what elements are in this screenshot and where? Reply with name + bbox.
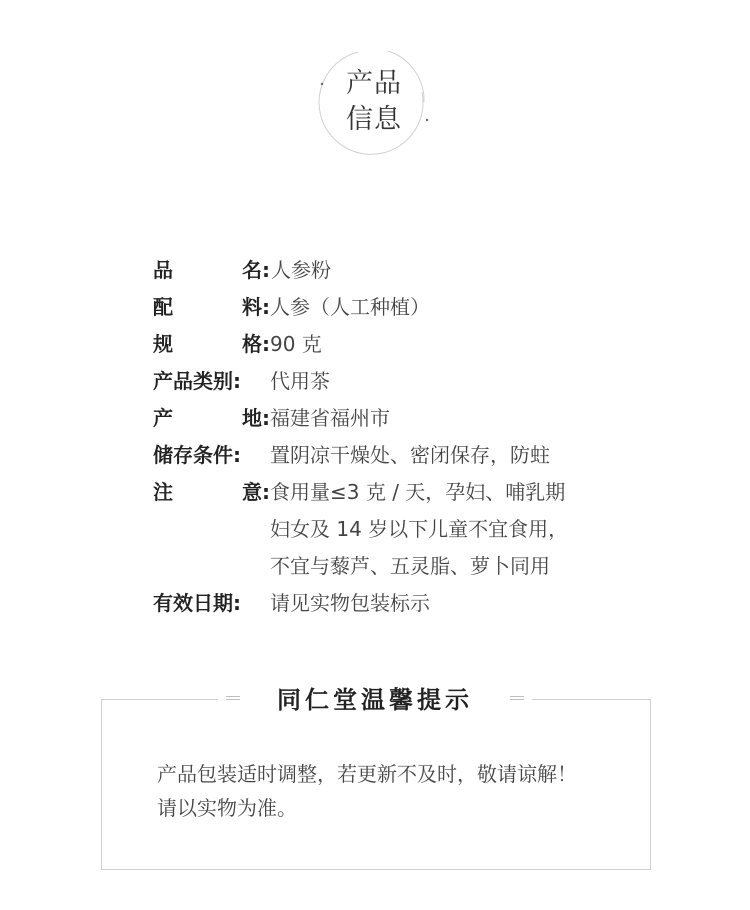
label-char: 料 <box>242 295 262 319</box>
info-value: 人参（人工种植） <box>270 295 430 319</box>
info-row-spec <box>153 326 673 363</box>
double-line-icon <box>510 696 524 704</box>
tip-header <box>218 682 532 718</box>
info-value <box>270 474 568 585</box>
label-colon: : <box>233 369 241 393</box>
label-char: 地 <box>242 406 262 430</box>
label-colon: : <box>233 443 241 467</box>
info-label <box>153 326 270 363</box>
info-row-ingredients <box>153 289 673 326</box>
label-char: 名 <box>242 258 262 282</box>
info-label <box>153 252 270 289</box>
tip-line: 产品包装适时调整，若更新不及时，敬请谅解！ <box>157 762 577 786</box>
tip-title: 同仁堂温馨提示 <box>277 686 473 714</box>
info-row-origin <box>153 400 673 437</box>
notice-line: 食用量≤3 克 / 天，孕妇、哺乳期 <box>270 480 566 504</box>
info-value: 90 克 <box>270 332 322 356</box>
info-label <box>153 585 270 622</box>
label-char: 意 <box>242 480 262 504</box>
info-label <box>153 400 270 437</box>
section-title-line2: 信息 <box>346 104 402 135</box>
info-value: 代用茶 <box>270 369 330 393</box>
label-char: 规 <box>153 332 173 356</box>
label-colon: : <box>233 591 241 615</box>
label-colon: : <box>262 406 270 430</box>
label-char: 注 <box>153 480 173 504</box>
tip-line: 请以实物为准。 <box>157 796 297 820</box>
info-label <box>153 289 270 326</box>
info-label <box>153 437 270 474</box>
product-info-list <box>153 252 673 622</box>
label-char: 品 <box>153 258 173 282</box>
notice-line: 妇女及 14 岁以下儿童不宜食用， <box>270 517 569 541</box>
section-badge <box>318 46 430 158</box>
tip-text <box>157 757 627 825</box>
label-colon: : <box>262 332 270 356</box>
info-row-notice <box>153 474 673 585</box>
label-colon: : <box>262 295 270 319</box>
info-value: 置阴凉干燥处、密闭保存，防蛀 <box>270 443 550 467</box>
info-value: 请见实物包装标示 <box>270 591 430 615</box>
label-text: 储存条件 <box>153 443 233 467</box>
label-char: 配 <box>153 295 173 319</box>
info-row-expiry <box>153 585 673 622</box>
label-char: 产 <box>153 406 173 430</box>
section-title <box>318 66 430 138</box>
info-label <box>153 363 270 400</box>
label-text: 产品类别 <box>153 369 233 393</box>
label-colon: : <box>262 258 270 282</box>
info-label <box>153 474 270 511</box>
label-text: 有效日期 <box>153 591 233 615</box>
info-value: 福建省福州市 <box>270 406 390 430</box>
label-char: 格 <box>242 332 262 356</box>
notice-line: 不宜与藜芦、五灵脂、萝卜同用 <box>270 554 550 578</box>
label-colon: : <box>262 480 270 504</box>
info-row-category <box>153 363 673 400</box>
info-row-storage <box>153 437 673 474</box>
info-value: 人参粉 <box>271 258 331 282</box>
info-row-name <box>153 252 673 289</box>
section-title-line1: 产品 <box>346 68 402 99</box>
